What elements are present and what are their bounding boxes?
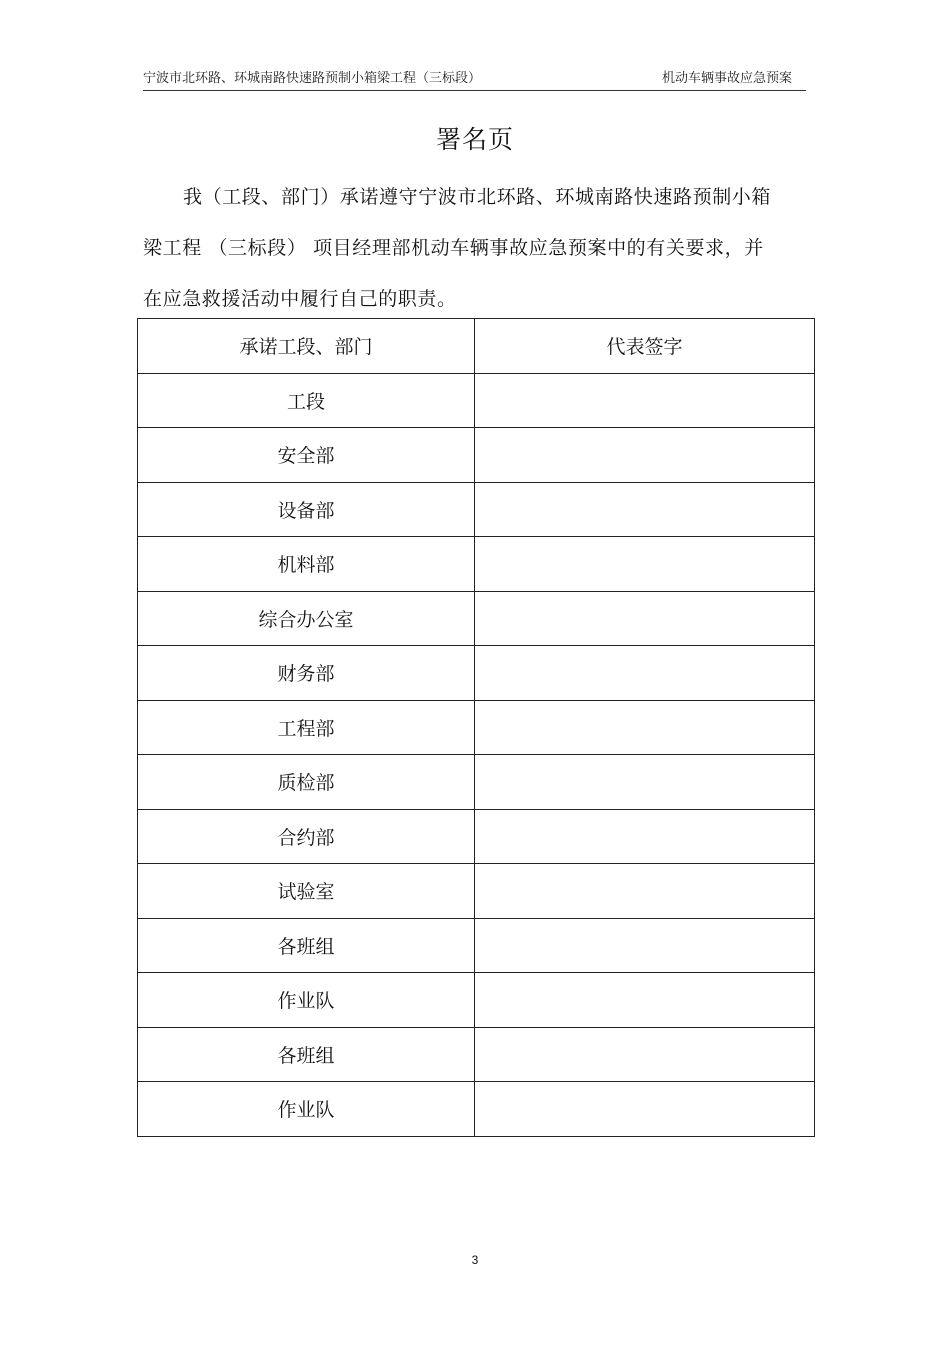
commitment-paragraph: 我（工段、部门）承诺遵守宁波市北环路、环城南路快速路预制小箱梁工程 （三标段） 项目经理部机动车辆事故应急预案中的有关要求，并在应急救援活动中履行自己的职责。	[143, 186, 772, 310]
table-row	[138, 537, 815, 592]
signature-cell[interactable]	[475, 591, 815, 646]
column-header-department: 承诺工段、部门	[138, 319, 475, 374]
signature-table	[137, 318, 815, 1137]
department-cell: 综合办公室	[138, 591, 475, 646]
department-cell: 设备部	[138, 482, 475, 537]
department-cell: 安全部	[138, 428, 475, 483]
column-header-signature: 代表签字	[475, 319, 815, 374]
table-row	[138, 809, 815, 864]
table-body	[138, 373, 815, 1136]
table-row	[138, 591, 815, 646]
table-row	[138, 482, 815, 537]
department-cell: 作业队	[138, 1082, 475, 1137]
table-row	[138, 1027, 815, 1082]
table-row	[138, 428, 815, 483]
signature-cell[interactable]	[475, 646, 815, 701]
department-cell: 机料部	[138, 537, 475, 592]
department-cell: 试验室	[138, 864, 475, 919]
signature-cell[interactable]	[475, 1027, 815, 1082]
signature-cell[interactable]	[475, 973, 815, 1028]
table-row	[138, 373, 815, 428]
department-cell: 工段	[138, 373, 475, 428]
department-cell: 各班组	[138, 1027, 475, 1082]
signature-cell[interactable]	[475, 428, 815, 483]
signature-cell[interactable]	[475, 755, 815, 810]
header-document-name: 机动车辆事故应急预案	[661, 71, 792, 86]
table-row	[138, 973, 815, 1028]
header-project-name: 宁波市北环路、环城南路快速路预制小箱梁工程（三标段）	[143, 71, 482, 86]
signature-cell[interactable]	[475, 482, 815, 537]
header-divider	[143, 90, 806, 91]
department-cell: 合约部	[138, 809, 475, 864]
signature-cell[interactable]	[475, 918, 815, 973]
signature-cell[interactable]	[475, 1082, 815, 1137]
department-cell: 各班组	[138, 918, 475, 973]
table-row	[138, 864, 815, 919]
table-header-row	[138, 319, 815, 374]
signature-cell[interactable]	[475, 537, 815, 592]
department-cell: 作业队	[138, 973, 475, 1028]
table-row	[138, 918, 815, 973]
table-row	[138, 700, 815, 755]
page-number: 3	[471, 1253, 479, 1267]
department-cell: 工程部	[138, 700, 475, 755]
signature-cell[interactable]	[475, 864, 815, 919]
table-row	[138, 755, 815, 810]
table-row	[138, 646, 815, 701]
page-title: 署名页	[435, 125, 514, 154]
table-row	[138, 1082, 815, 1137]
department-cell: 质检部	[138, 755, 475, 810]
signature-cell[interactable]	[475, 700, 815, 755]
signature-cell[interactable]	[475, 373, 815, 428]
department-cell: 财务部	[138, 646, 475, 701]
signature-cell[interactable]	[475, 809, 815, 864]
